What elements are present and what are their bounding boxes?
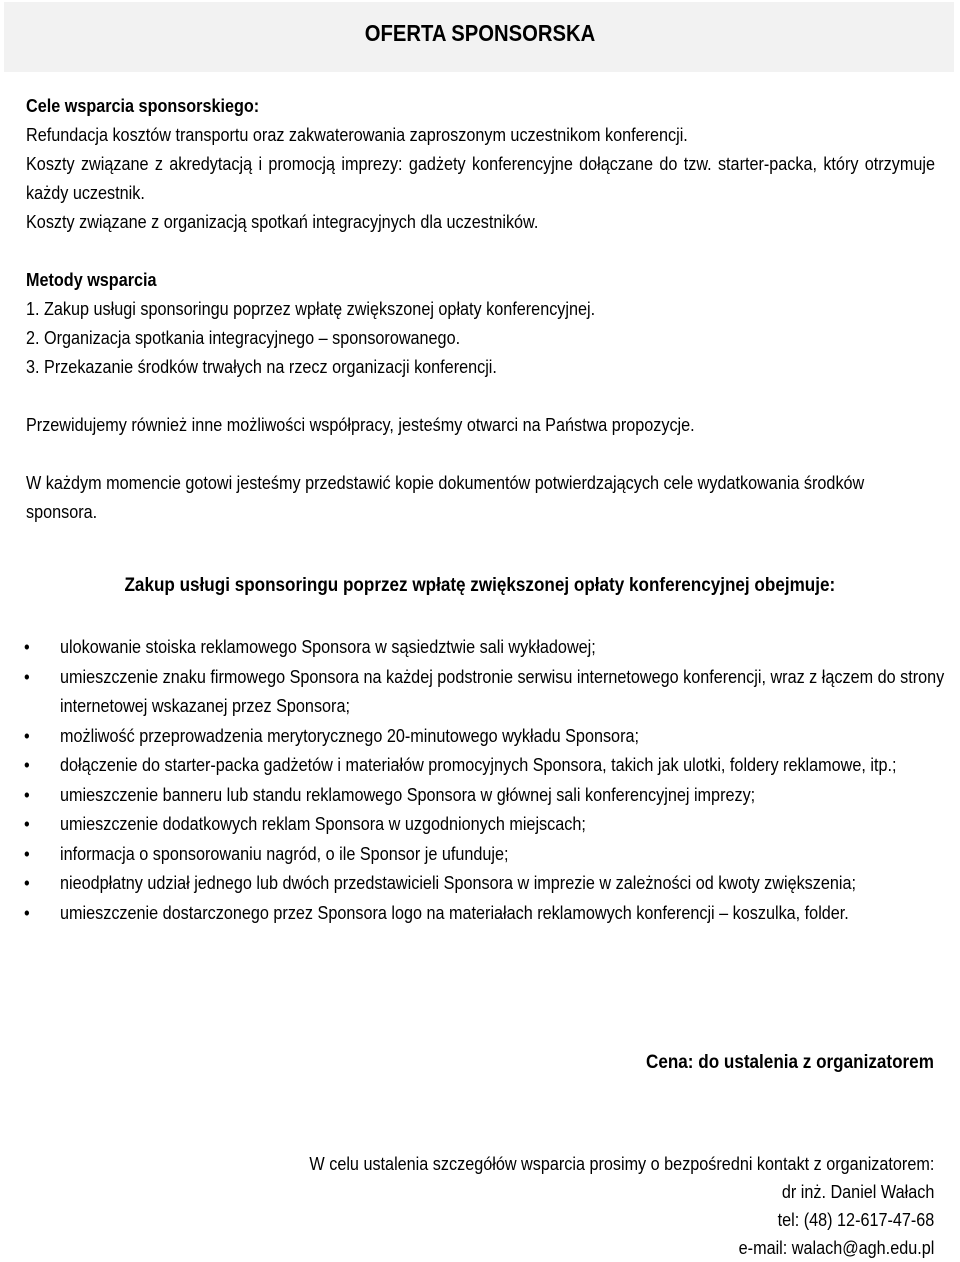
list-item: • możliwość przeprowadzenia merytorycznego 20-minutowego wykładu Sponsora;	[24, 722, 960, 752]
documents-note: W każdym momencie gotowi jesteśmy przedstawić kopie dokumentów potwierdzających cele wydatkowania środków sponsora.	[26, 473, 865, 522]
bullet-icon: •	[24, 814, 30, 834]
methods-item-3: 3. Przekazanie środków trwałych na rzecz organizacji konferencji.	[26, 357, 497, 377]
methods-item-1: 1. Zakup usługi sponsoringu poprzez wpłatę zwiększonej opłaty konferencyjnej.	[26, 299, 596, 319]
contact-block	[309, 1150, 934, 1262]
list-item: • dołączenie do starter-packa gadżetów i materiałów promocyjnych Sponsora, takich jak ulotki, foldery reklamowe, itp.;	[24, 751, 960, 781]
list-item: • umieszczenie banneru lub standu reklamowego Sponsora w głównej sali konferencyjnej imprezy;	[24, 781, 960, 811]
offer-heading-text: Zakup usługi sponsoringu poprzez wpłatę zwiększonej opłaty konferencyjnej obejmuje:	[124, 575, 836, 596]
list-item: • umieszczenie dodatkowych reklam Sponsora w uzgodnionych miejscach;	[24, 810, 960, 840]
list-item: • umieszczenie znaku firmowego Sponsora na każdej podstronie serwisu internetowego konferencji, wraz z łączem do strony internetowej wskazanej przez Sponsora;	[24, 663, 960, 722]
main-content	[26, 92, 936, 527]
offer-heading	[0, 572, 960, 600]
methods-item-2: 2. Organizacja spotkania integracyjnego – sponsorowanego.	[26, 328, 461, 348]
bullet-icon: •	[24, 902, 30, 923]
methods-section	[26, 266, 935, 382]
contact-phone: tel: (48) 12-617-47-68	[777, 1210, 934, 1230]
bullet-icon: •	[24, 637, 30, 657]
page-title: OFERTA SPONSORSKA	[364, 20, 596, 46]
list-item: • nieodpłatny udział jednego lub dwóch przedstawicieli Sponsora w imprezie w zależności od kwoty zwiększenia;	[24, 869, 960, 899]
list-item: • ulokowanie stoiska reklamowego Sponsora w sąsiedztwie sali wykładowej;	[24, 633, 960, 663]
bullet-icon: •	[24, 784, 30, 805]
offer-list	[24, 633, 944, 928]
bullet-icon: •	[24, 873, 30, 893]
goals-line-3: Koszty związane z organizacją spotkań integracyjnych dla uczestników.	[26, 212, 539, 232]
cooperation-note: Przewidujemy również inne możliwości współpracy, jesteśmy otwarci na Państwa propozycje.	[26, 415, 695, 435]
methods-heading: Metody wsparcia	[26, 270, 157, 290]
price-note: Cena: do ustalenia z organizatorem	[646, 1052, 934, 1073]
bullet-icon: •	[24, 843, 30, 864]
bullet-icon: •	[24, 725, 30, 746]
contact-intro: W celu ustalenia szczegółów wsparcia prosimy o bezpośredni kontakt z organizatorem:	[309, 1154, 934, 1174]
list-item: • umieszczenie dostarczonego przez Sponsora logo na materiałach reklamowych konferencji – koszulka, folder.	[24, 899, 960, 929]
list-item: • informacja o sponsorowaniu nagród, o ile Sponsor je ufunduje;	[24, 840, 960, 870]
goals-line-2: Koszty związane z akredytacją i promocją imprezy: gadżety konferencyjne dołączane do tzw. starter-packa, który otrzymuje każdy uczestnik.	[26, 154, 935, 203]
contact-name: dr inż. Daniel Wałach	[781, 1182, 934, 1202]
contact-email: e-mail: walach@agh.edu.pl	[738, 1238, 934, 1258]
bullet-icon: •	[24, 755, 30, 775]
bullet-icon: •	[24, 666, 30, 687]
goals-heading: Cele wsparcia sponsorskiego:	[26, 96, 260, 116]
goals-line-1: Refundacja kosztów transportu oraz zakwaterowania zaproszonym uczestnikom konferencji.	[26, 125, 688, 145]
goals-section	[26, 92, 935, 237]
